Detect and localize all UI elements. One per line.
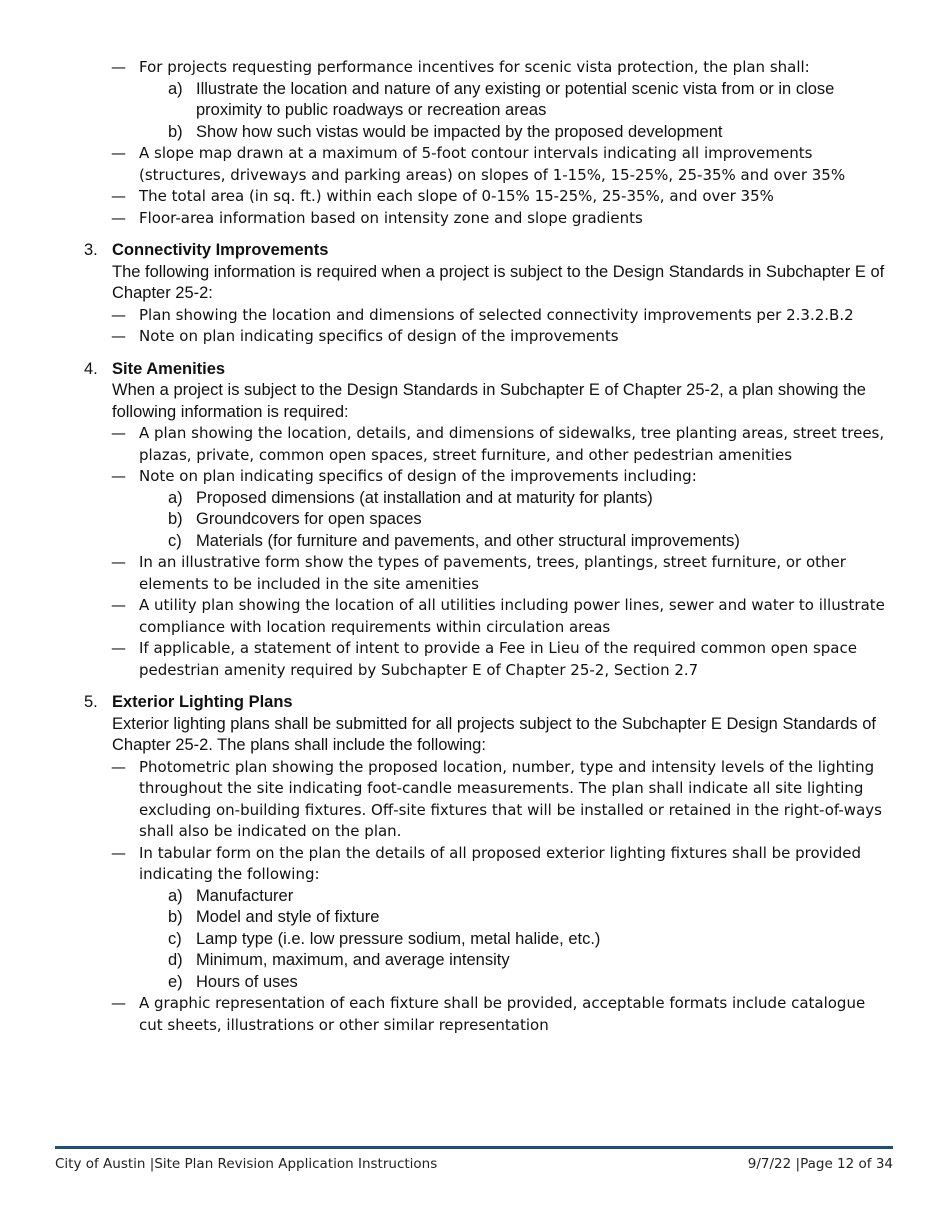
page-content [0, 57, 950, 1036]
section-number: 3. [84, 241, 98, 259]
list-item: — Photometric plan showing the proposed location, number, type and intensity levels of the lighting throughout the site indicating foot-candle measurements. The plan shall indicate all site lighting excluding on-building fixtures. Off-site fixtures that will be installed or retained in the right-of-ways shall also be indicated on the plan. [0, 757, 950, 843]
section-title: Site Amenities [112, 359, 226, 378]
sub-list-item [0, 972, 950, 994]
list-marker: a) [168, 886, 183, 905]
list-item: — In tabular form on the plan the details of all proposed exterior lighting fixtures shall be provided indicating the following: [0, 843, 950, 886]
list-item: — The total area (in sq. ft.) within each slope of 0-15% 15-25%, 25-35%, and over 35% [0, 186, 950, 208]
section-title: Exterior Lighting Plans [112, 693, 293, 711]
sub-item-text: Show how such vistas would be impacted by the proposed development [196, 122, 723, 141]
sub-list-item [0, 122, 950, 144]
list-marker: b) [168, 122, 183, 141]
section-number: 5. [84, 693, 98, 711]
list-marker: b) [168, 908, 183, 926]
list-item: — A plan showing the location, details, and dimensions of sidewalks, tree planting areas, street trees, plazas, private, common open spaces, street furniture, and other pedestrian amenities [0, 423, 950, 466]
list-marker: d) [168, 951, 183, 969]
section-intro: Exterior lighting plans shall be submitted for all projects subject to the Subchapter E Design Standards of Chapter 25-2. The plans shall include the following: [112, 714, 877, 754]
list-item: — A graphic representation of each fixture shall be provided, acceptable formats include catalogue cut sheets, illustrations or other similar representation [0, 993, 950, 1036]
section-heading [0, 240, 950, 262]
section-number: 4. [84, 359, 98, 378]
footer-page-number: 9/7/22 |Page 12 of 34 [747, 1156, 893, 1172]
section-heading [0, 359, 950, 381]
section-intro: When a project is subject to the Design Standards in Subchapter E of Chapter 25-2, a plan showing the following information is required: [112, 381, 866, 421]
section-title: Connectivity Improvements [112, 241, 329, 259]
list-item: — Plan showing the location and dimensions of selected connectivity improvements per 2.3.2.B.2 [0, 305, 950, 327]
list-item: — Note on plan indicating specifics of design of the improvements including: [0, 466, 950, 488]
list-item: — A utility plan showing the location of all utilities including power lines, sewer and water to illustrate compliance with location requirements within circulation areas [0, 595, 950, 638]
list-marker: e) [168, 972, 183, 991]
section-intro: The following information is required when a project is subject to the Design Standards in Subchapter E of Chapter 25-2: [112, 262, 885, 302]
sub-list-item [0, 886, 950, 908]
list-marker: c) [168, 531, 182, 550]
sub-item-text: Hours of uses [196, 972, 298, 991]
sub-list-item [0, 509, 950, 531]
list-item: — In an illustrative form show the types of pavements, trees, plantings, street furniture, or other elements to be included in the site amenities [0, 552, 950, 595]
list-marker: c) [168, 929, 182, 948]
footer-divider [55, 1146, 893, 1149]
sub-item-text: Manufacturer [196, 886, 294, 905]
list-marker: b) [168, 510, 183, 528]
list-item: — Note on plan indicating specifics of design of the improvements [0, 326, 950, 348]
list-item: — For projects requesting performance incentives for scenic vista protection, the plan shall: [0, 57, 950, 79]
list-marker: a) [168, 79, 183, 98]
list-marker: a) [168, 488, 183, 507]
list-item: — A slope map drawn at a maximum of 5-foot contour intervals indicating all improvements (structures, driveways and parking areas) on slopes of 1-15%, 15-25%, 25-35% and over 35% [0, 143, 950, 186]
sub-item-text: Illustrate the location and nature of any existing or potential scenic vista from or in close proximity to public roadways or recreation areas [196, 79, 835, 119]
sub-list-item [0, 907, 950, 929]
sub-item-text: Groundcovers for open spaces [196, 510, 422, 528]
footer-document-title: City of Austin |Site Plan Revision Application Instructions [55, 1156, 438, 1172]
sub-list-item [0, 531, 950, 553]
list-item: — If applicable, a statement of intent to provide a Fee in Lieu of the required common open space pedestrian amenity required by Subchapter E of Chapter 25-2, Section 2.7 [0, 638, 950, 681]
sub-item-text: Lamp type (i.e. low pressure sodium, metal halide, etc.) [196, 929, 601, 948]
sub-item-text: Materials (for furniture and pavements, and other structural improvements) [196, 531, 740, 550]
sub-list-item [0, 488, 950, 510]
sub-item-text: Model and style of fixture [196, 908, 380, 926]
list-item: — Floor-area information based on intensity zone and slope gradients [0, 208, 950, 230]
sub-item-text: Minimum, maximum, and average intensity [196, 951, 510, 969]
sub-list-item [0, 79, 950, 122]
sub-item-text: Proposed dimensions (at installation and at maturity for plants) [196, 488, 653, 507]
sub-list-item [0, 950, 950, 972]
section-heading [0, 692, 950, 714]
sub-list-item [0, 929, 950, 951]
